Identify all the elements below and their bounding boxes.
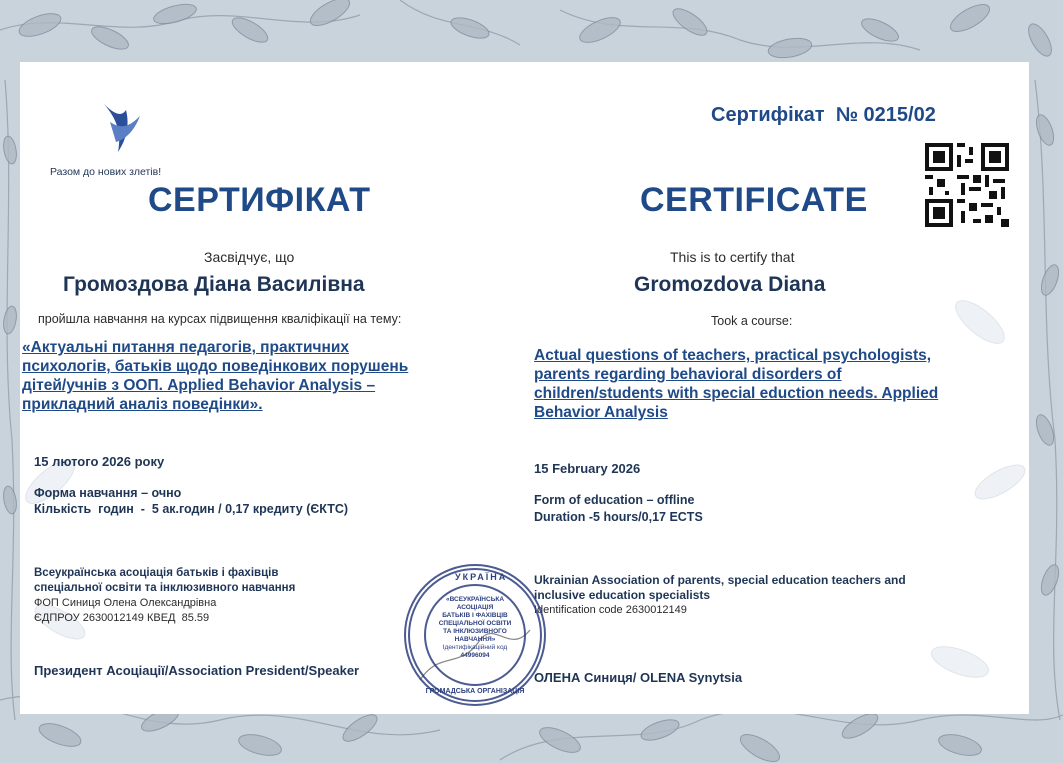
bird-logo-icon	[96, 96, 146, 160]
ua-topic-line: дітей/учнів з ООП. Applied Behavior Analysis –	[22, 377, 376, 394]
ua-hours: Кількість годин - 5 ак.годин / 0,17 кредиту (ЄКТС)	[34, 502, 349, 516]
stamp-line: БАТЬКІВ І ФАХІВЦІВ	[442, 612, 508, 619]
en-signer-name: ОЛЕНА Синиця/ OLENA Synytsia	[534, 670, 743, 685]
ua-president-line: Президент Асоціації/Association President/Speaker	[34, 663, 360, 678]
ua-certify-text: Засвідчує, що	[204, 249, 295, 265]
stamp-center-text	[428, 596, 522, 660]
ua-date: 15 лютого 2026 року	[34, 454, 165, 469]
qr-code-icon	[925, 143, 1009, 227]
en-organization	[534, 573, 906, 618]
ua-org-line: спеціальної освіти та інклюзивного навчання	[34, 582, 296, 594]
stamp-ring-text: ГРОМАДСЬКА ОРГАНІЗАЦІЯ	[425, 688, 525, 695]
ua-topic-line: прикладний аналіз поведінки».	[22, 396, 263, 413]
ua-course-topic	[22, 338, 492, 414]
stamp-line: АСОЦІАЦІЯ	[456, 604, 494, 611]
logo-slogan: Разом до нових злетів!	[50, 166, 162, 178]
ua-recipient-name: Громоздова Діана Василівна	[63, 273, 365, 296]
en-topic-line: children/students with special eduction needs. Applied	[534, 385, 939, 402]
stamp-line: «ВСЕУКРАЇНСЬКА	[445, 596, 505, 603]
ua-org-line: ФОП Синиця Олена Олександрівна	[34, 597, 217, 609]
official-stamp	[400, 560, 550, 710]
stamp-line: 44996094	[460, 652, 490, 659]
ua-form-of-education: Форма навчання – очно	[34, 486, 182, 500]
en-certify-text: This is to certify that	[670, 249, 795, 265]
en-org-line: inclusive education specialists	[534, 588, 711, 602]
en-course-intro: Took a course:	[711, 314, 793, 328]
en-form-of-education: Form of education – offline	[534, 493, 695, 507]
ua-org-line: Всеукраїнська асоціація батьків і фахівців	[34, 567, 279, 579]
en-course-topic	[534, 346, 1029, 422]
en-date: 15 February 2026	[534, 461, 641, 476]
certificate-number: Сертифікат № 0215/02	[711, 104, 936, 126]
ua-organization	[34, 566, 295, 626]
ua-topic-line: «Актуальні питання педагогів, практичних	[22, 339, 350, 356]
en-org-line: Ukrainian Association of parents, special education teachers and	[534, 573, 906, 587]
stamp-line: ТА ІНКЛЮЗИВНОГО	[443, 628, 507, 635]
en-topic-line: parents regarding behavioral disorders of	[534, 366, 842, 383]
en-topic-line: Behavior Analysis	[534, 404, 668, 421]
stamp-line: НАВЧАННЯ»	[454, 636, 496, 643]
stamp-line: СПЕЦІАЛЬНОЇ ОСВІТИ	[438, 620, 512, 627]
stamp-line: Ідентифікаційний код	[442, 644, 508, 651]
ua-course-intro: пройшла навчання на курсах підвищення кваліфікації на тему:	[38, 312, 402, 326]
en-recipient-name: Gromozdova Diana	[634, 273, 826, 296]
ua-org-line: ЄДПРОУ 2630012149 КВЕД 85.59	[34, 612, 210, 624]
en-duration: Duration -5 hours/0,17 ECTS	[534, 510, 703, 524]
en-topic-line: Actual questions of teachers, practical psychologists,	[534, 347, 932, 364]
ua-title: СЕРТИФІКАТ	[148, 181, 371, 219]
en-org-line: Identification code 2630012149	[534, 604, 687, 616]
ua-topic-line: психологів, батьків щодо поведінкових порушень	[22, 358, 409, 375]
stamp-top-text: УКРАЇНА	[455, 572, 508, 582]
en-title: CERTIFICATE	[640, 181, 868, 219]
